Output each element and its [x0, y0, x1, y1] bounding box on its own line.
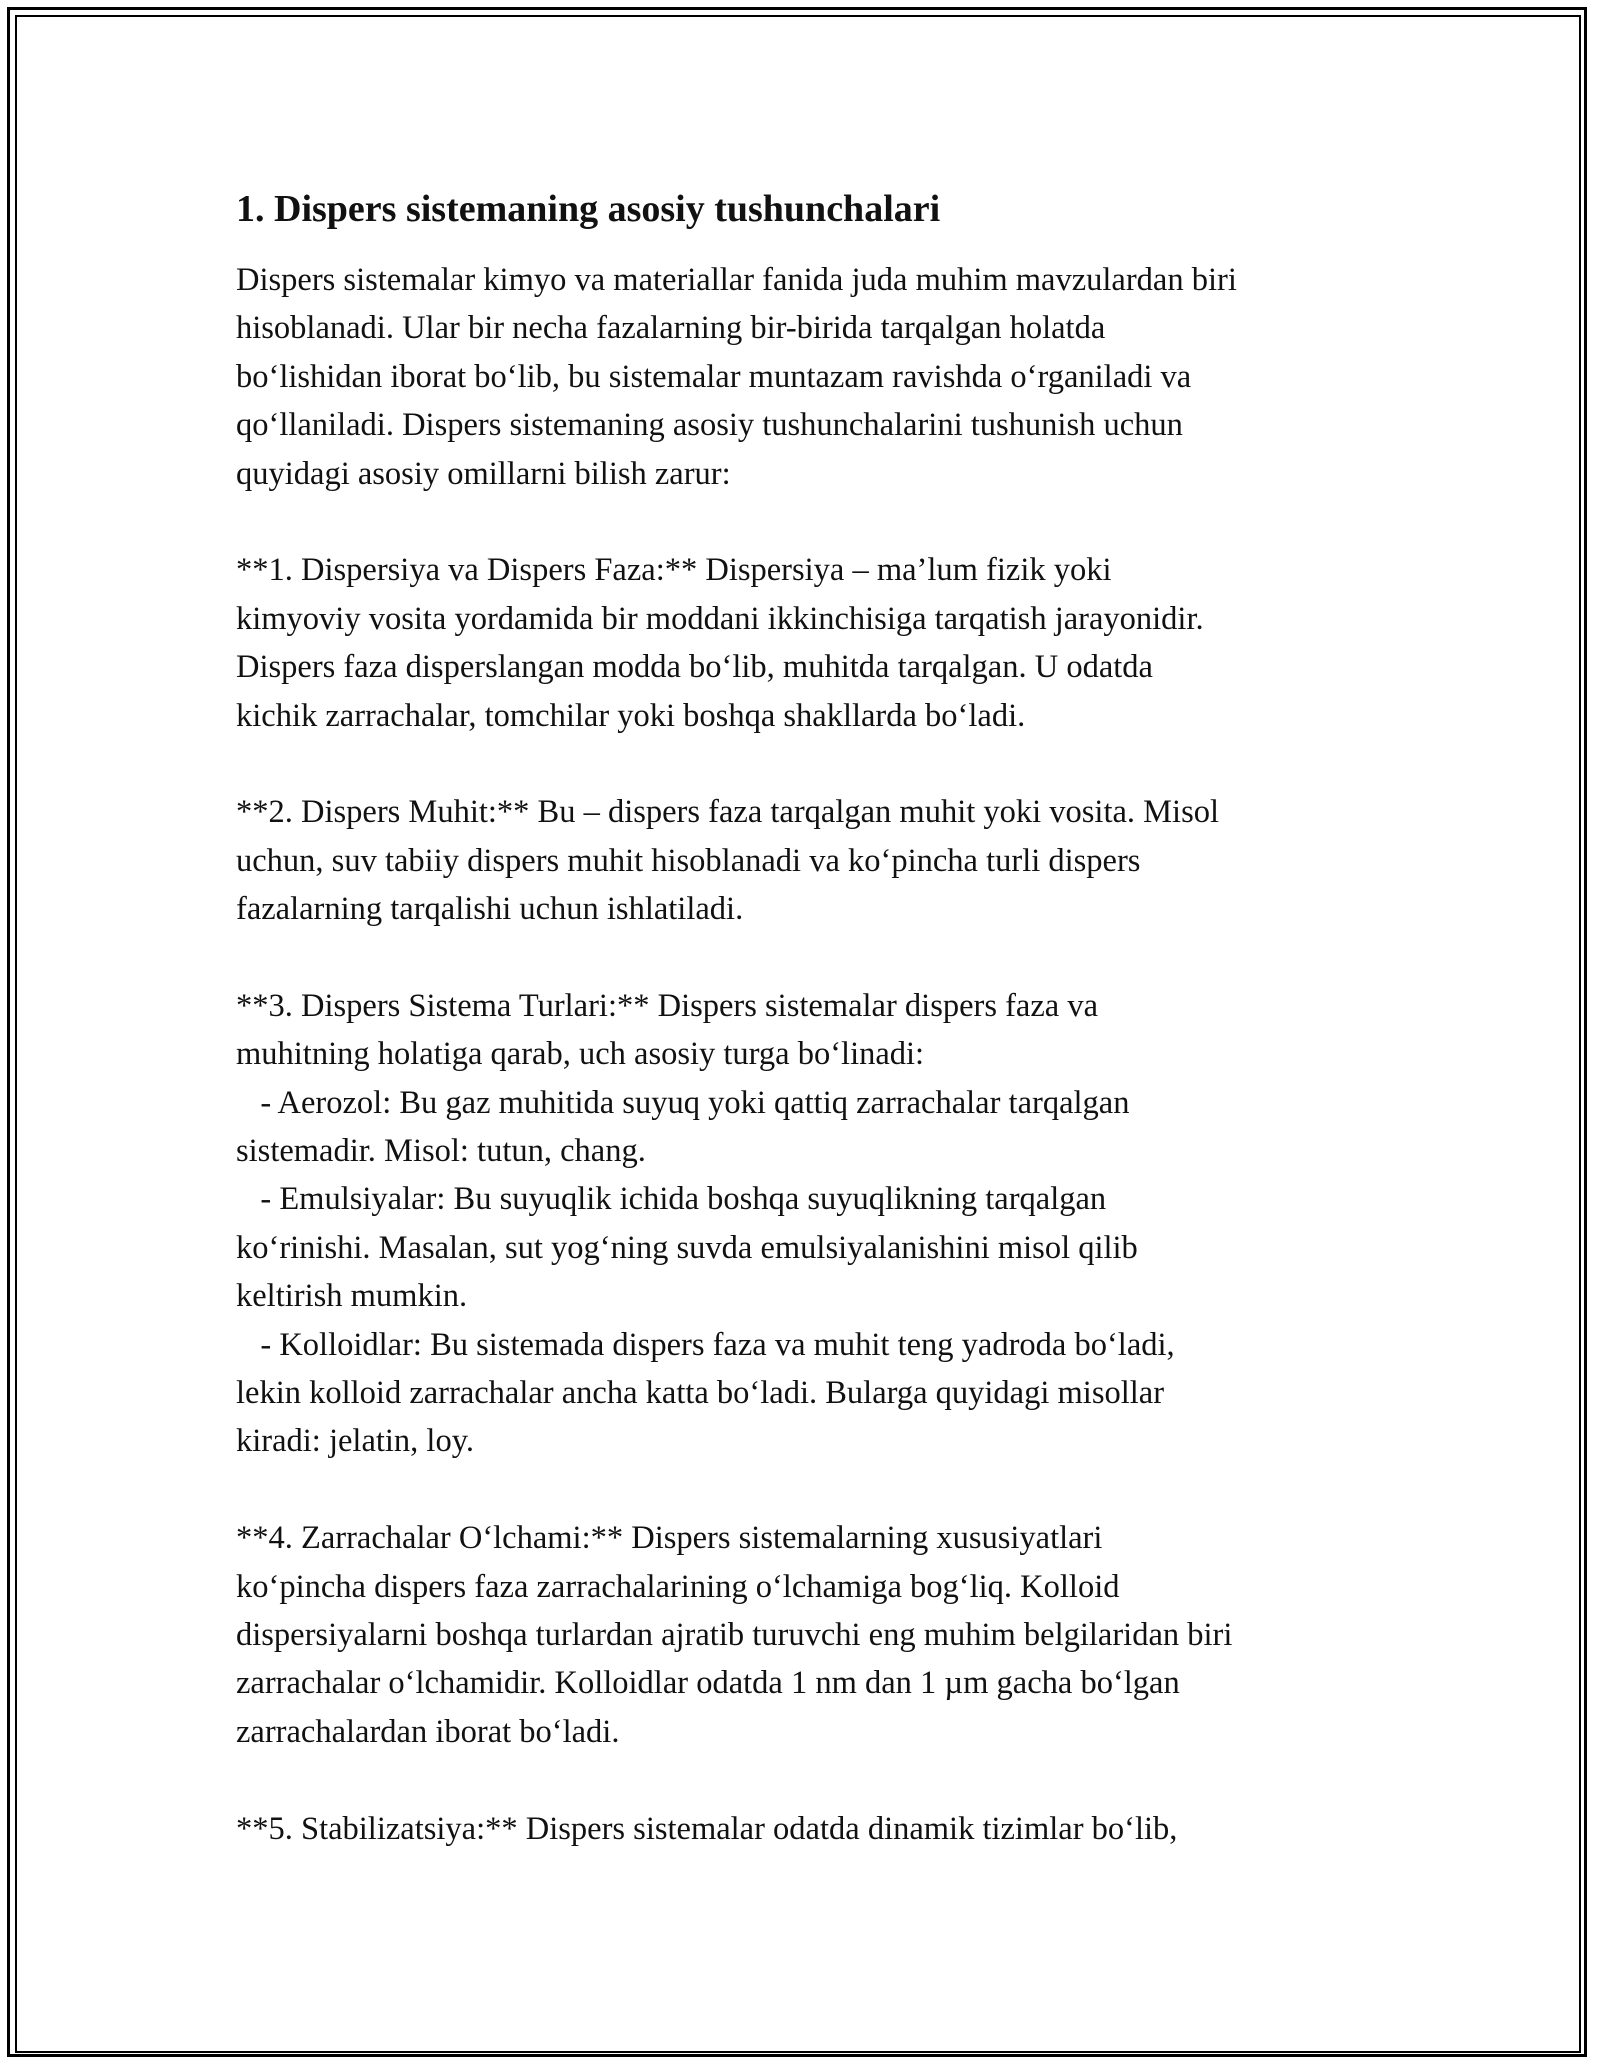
text-line: **1. Dispersiya va Dispers Faza:** Dispersiya – ma’lum fizik yoki [236, 552, 1112, 589]
text-line: qo‘llaniladi. Dispers sistemaning asosiy tushunchalarini tushunish uchun [236, 407, 1183, 444]
text-line: - Kolloidlar: Bu sistemada dispers faza va muhit teng yadroda bo‘ladi, [236, 1326, 1175, 1363]
text-line: **5. Stabilizatsiya:** Dispers sistemalar odatda dinamik tizimlar bo‘lib, [236, 1810, 1178, 1847]
paragraph-gap [236, 1756, 1386, 1804]
section-heading: 1. Dispers sistemaning asosiy tushunchalari [236, 188, 941, 230]
text-line: sistemadir. Misol: tutun, chang. [236, 1133, 646, 1170]
paragraph-gap [236, 498, 1386, 546]
text-line: uchun, suv tabiiy dispers muhit hisoblanadi va ko‘pincha turli dispers [236, 842, 1141, 879]
text-line: kichik zarrachalar, tomchilar yoki boshqa shakllarda bo‘ladi. [236, 697, 1026, 734]
text-line: - Aerozol: Bu gaz muhitida suyuq yoki qattiq zarrachalar tarqalgan [236, 1084, 1130, 1121]
text-line: kiradi: jelatin, loy. [236, 1423, 474, 1460]
paragraph-gap [236, 740, 1386, 788]
document-body [236, 185, 1386, 1853]
text-line: ko‘pincha dispers faza zarrachalarining o‘lchamiga bog‘liq. Kolloid [236, 1568, 1120, 1605]
text-line: kimyoviy vosita yordamida bir moddani ikkinchisiga tarqatish jarayonidir. [236, 600, 1204, 637]
text-line: zarrachalar o‘lchamidir. Kolloidlar odatda 1 nm dan 1 µm gacha bo‘lgan [236, 1665, 1180, 1702]
text-line: bo‘lishidan iborat bo‘lib, bu sistemalar muntazam ravishda o‘rganiladi va [236, 358, 1192, 395]
text-line: Dispers sistemalar kimyo va materiallar fanida juda muhim mavzulardan biri [236, 262, 1237, 298]
text-line: quyidagi asosiy omillarni bilish zarur: [236, 455, 731, 492]
paragraph-gap [236, 933, 1386, 981]
text-line: hisoblanadi. Ular bir necha fazalarning bir-birida tarqalgan holatda [236, 310, 1106, 347]
text-line: - Emulsiyalar: Bu suyuqlik ichida boshqa suyuqlikning tarqalgan [236, 1181, 1107, 1218]
text-line: **4. Zarrachalar O‘lchami:** Dispers sistemalarning xususiyatlari [236, 1520, 1103, 1557]
text-line: ko‘rinishi. Masalan, sut yog‘ning suvda emulsiyalanishini misol qilib [236, 1229, 1138, 1266]
text-line: muhitning holatiga qarab, uch asosiy turga bo‘linadi: [236, 1036, 925, 1073]
text-line: keltirish mumkin. [236, 1278, 468, 1315]
text-line: lekin kolloid zarrachalar ancha katta bo‘ladi. Bularga quyidagi misollar [236, 1374, 1165, 1411]
text-line: fazalarning tarqalishi uchun ishlatiladi. [236, 891, 744, 928]
text-line: **2. Dispers Muhit:** Bu – dispers faza tarqalgan muhit yoki vosita. Misol [236, 794, 1220, 831]
text-line: dispersiyalarni boshqa turlardan ajratib turuvchi eng muhim belgilaridan biri [236, 1616, 1233, 1653]
text-line: zarrachalardan iborat bo‘ladi. [236, 1713, 620, 1750]
paragraph-gap [236, 1466, 1386, 1514]
text-line: **3. Dispers Sistema Turlari:** Dispers sistemalar dispers faza va [236, 987, 1099, 1024]
paragraph-text [236, 256, 1386, 1853]
text-line: Dispers faza disperslangan modda bo‘lib, muhitda tarqalgan. U odatda [236, 649, 1153, 686]
